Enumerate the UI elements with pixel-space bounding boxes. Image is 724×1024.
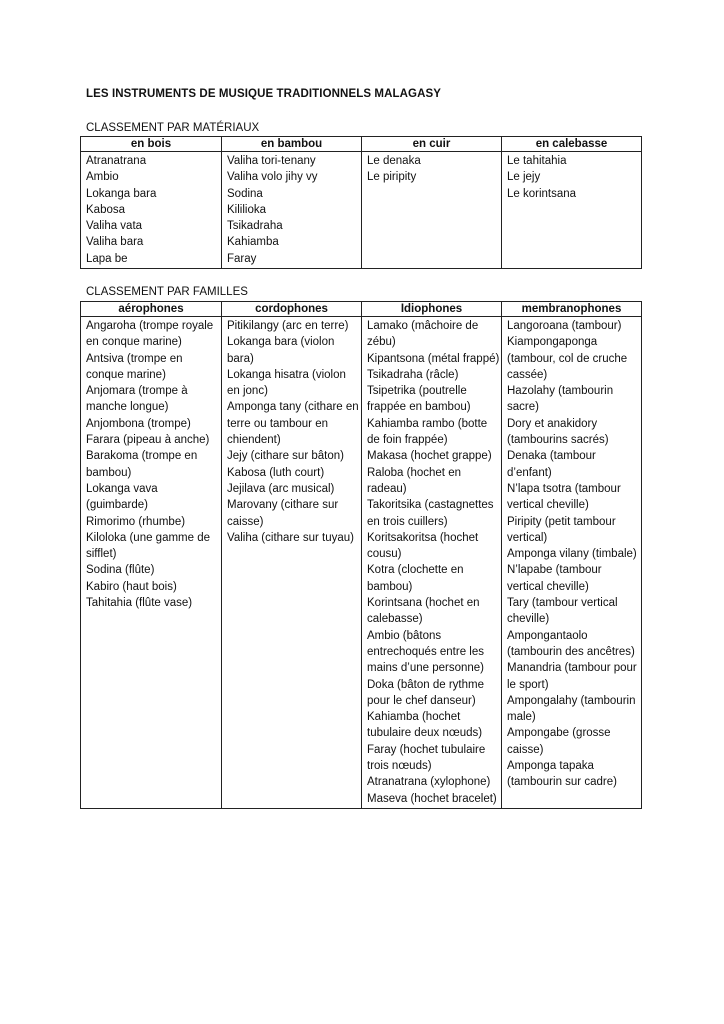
instrument-item: Kahiamba (hochet tubulaire deux nœuds)	[367, 711, 483, 740]
header-membranophones: membranophones	[502, 302, 642, 317]
families-table	[80, 301, 642, 809]
instrument-item: Tsikadraha	[227, 220, 283, 233]
instrument-item: Makasa (hochet grappe)	[367, 450, 492, 463]
instrument-item: Amponga tapaka (tambourin sur cadre)	[507, 760, 617, 789]
header-idiophones: Idiophones	[362, 302, 502, 317]
instrument-item: Kabosa (luth court)	[227, 466, 325, 479]
instrument-item: Valiha bara	[86, 236, 144, 249]
instrument-item: Valiha vata	[86, 220, 143, 233]
instrument-item: Korintsana (hochet en calebasse)	[367, 597, 480, 626]
instrument-item: Ambio (bâtons entrechoqués entre les mains d’une personne)	[367, 629, 484, 675]
header-aerophones: aérophones	[81, 302, 222, 317]
instrument-item: Denaka (tambour d’enfant)	[507, 450, 596, 479]
instrument-item: Valiha tori-tenany	[227, 155, 316, 167]
instrument-item: Koritsakoritsa (hochet cousu)	[367, 531, 479, 561]
families-column	[81, 317, 222, 809]
instrument-item: Tsikadraha (râcle)	[367, 368, 459, 381]
header-leather: en cuir	[362, 137, 502, 152]
instrument-item: Kililioka	[227, 203, 266, 216]
instrument-item: Anjomara (trompe à manche longue)	[86, 385, 188, 414]
instrument-item: Kipantsona (métal frappé)	[367, 352, 500, 365]
families-body-row	[81, 317, 642, 809]
instrument-item: Farara (pipeau à anche)	[86, 434, 210, 447]
materials-heading: CLASSEMENT PAR MATÉRIAUX	[86, 122, 260, 134]
instrument-item: Ampongabe (grosse caisse)	[507, 727, 611, 756]
instrument-item: Le korintsana	[507, 187, 577, 200]
instrument-item: Takoritsika (castagnettes en trois cuillers)	[367, 499, 494, 528]
instrument-item: Rimorimo (rhumbe)	[86, 515, 186, 528]
instrument-item: Jejy (cithare sur bâton)	[227, 450, 344, 463]
instrument-item: Barakoma (trompe en bambou)	[86, 450, 198, 479]
instrument-item: Langoroana (tambour)	[507, 320, 622, 332]
instrument-item: Tahitahia (flûte vase)	[86, 597, 193, 610]
instrument-item: Kiloloka (une gamme de sifflet)	[86, 531, 211, 561]
instrument-item: Valiha (cithare sur tuyau)	[227, 531, 354, 544]
instrument-item: Jejilava (arc musical)	[227, 482, 335, 495]
instrument-item: Manandria (tambour pour le sport)	[507, 662, 637, 691]
instrument-item: Amponga vilany (timbale)	[507, 548, 637, 561]
instrument-item: Raloba (hochet en radeau)	[367, 466, 461, 495]
instrument-item: N’lapa tsotra (tambour vertical cheville)	[507, 482, 621, 512]
instrument-item: Lokanga bara	[86, 187, 157, 200]
instrument-item: Kabiro (haut bois)	[86, 580, 177, 593]
document-title: LES INSTRUMENTS DE MUSIQUE TRADITIONNELS MALAGASY	[86, 88, 442, 100]
instrument-item: Maseva (hochet bracelet)	[367, 792, 497, 805]
instrument-item: Le denaka	[367, 155, 421, 167]
instrument-item: Le tahitahia	[507, 155, 567, 167]
instrument-item: Faray	[227, 252, 257, 265]
instrument-item: Pitikilangy (arc en terre)	[227, 320, 349, 332]
instrument-item: Piripity (petit tambour vertical)	[507, 515, 616, 544]
families-column	[222, 317, 362, 809]
materials-column	[222, 152, 362, 269]
header-chordophones: cordophones	[222, 302, 362, 317]
instrument-item: Tary (tambour vertical cheville)	[507, 597, 618, 626]
header-calabash: en calebasse	[502, 137, 642, 152]
instrument-item: Amponga tany (cithare en terre ou tambour en chiendent)	[227, 401, 359, 447]
instrument-item: Anjombona (trompe)	[86, 417, 191, 430]
instrument-item: Kahiamba rambo (botte de foin frappée)	[367, 417, 488, 447]
instrument-item: Dory et anakidory (tambourins sacrés)	[507, 417, 609, 447]
instrument-item: Lokanga bara (violon bara)	[227, 336, 335, 365]
instrument-item: Le piripity	[367, 171, 417, 184]
materials-table	[80, 136, 642, 269]
instrument-item: Antsiva (trompe en conque marine)	[86, 352, 183, 381]
instrument-item: Le jejy	[507, 171, 541, 184]
materials-body-row	[81, 152, 642, 269]
instrument-item: Kotra (clochette en bambou)	[367, 564, 464, 593]
materials-column	[81, 152, 222, 269]
instrument-item: Angaroha (trompe royale en conque marine)	[86, 320, 214, 349]
instrument-item: Valiha volo jihy vy	[227, 171, 318, 184]
materials-column	[362, 152, 502, 269]
materials-column	[502, 152, 642, 269]
instrument-item: Kiampongaponga (tambour, col de cruche cassée)	[507, 336, 628, 381]
instrument-item: Doka (bâton de rythme pour le chef danseur)	[367, 678, 484, 707]
instrument-item: Lamako (mâchoire de zébu)	[367, 320, 479, 349]
instrument-item: Hazolahy (tambourin sacre)	[507, 385, 614, 414]
instrument-item: Atranatrana	[86, 155, 147, 167]
instrument-item: Tsipetrika (poutrelle frappée en bambou)	[367, 385, 471, 414]
instrument-item: Sodina	[227, 187, 263, 200]
instrument-item: Kabosa	[86, 203, 126, 216]
instrument-item: Ampongalahy (tambourin male)	[507, 694, 636, 724]
instrument-item: Kahiamba	[227, 236, 279, 249]
instrument-item: Sodina (flûte)	[86, 564, 155, 577]
instrument-item: Lokanga hisatra (violon en jonc)	[227, 368, 346, 398]
instrument-item: Ampongantaolo (tambourin des ancêtres)	[507, 629, 635, 658]
instrument-item: Atranatrana (xylophone)	[367, 776, 491, 789]
families-column	[502, 317, 642, 809]
instrument-item: Marovany (cithare sur caisse)	[227, 499, 339, 528]
families-column	[362, 317, 502, 809]
header-bamboo: en bambou	[222, 137, 362, 152]
instrument-item: Lokanga vava (guimbarde)	[86, 482, 158, 512]
materials-header-row	[81, 137, 642, 152]
families-header-row	[81, 302, 642, 317]
instrument-item: Lapa be	[86, 252, 128, 265]
instrument-item: N’lapabe (tambour vertical cheville)	[507, 564, 602, 593]
header-wood: en bois	[81, 137, 222, 152]
instrument-item: Faray (hochet tubulaire trois nœuds)	[367, 743, 486, 773]
instrument-item: Ambio	[86, 171, 119, 184]
families-heading: CLASSEMENT PAR FAMILLES	[86, 286, 248, 298]
